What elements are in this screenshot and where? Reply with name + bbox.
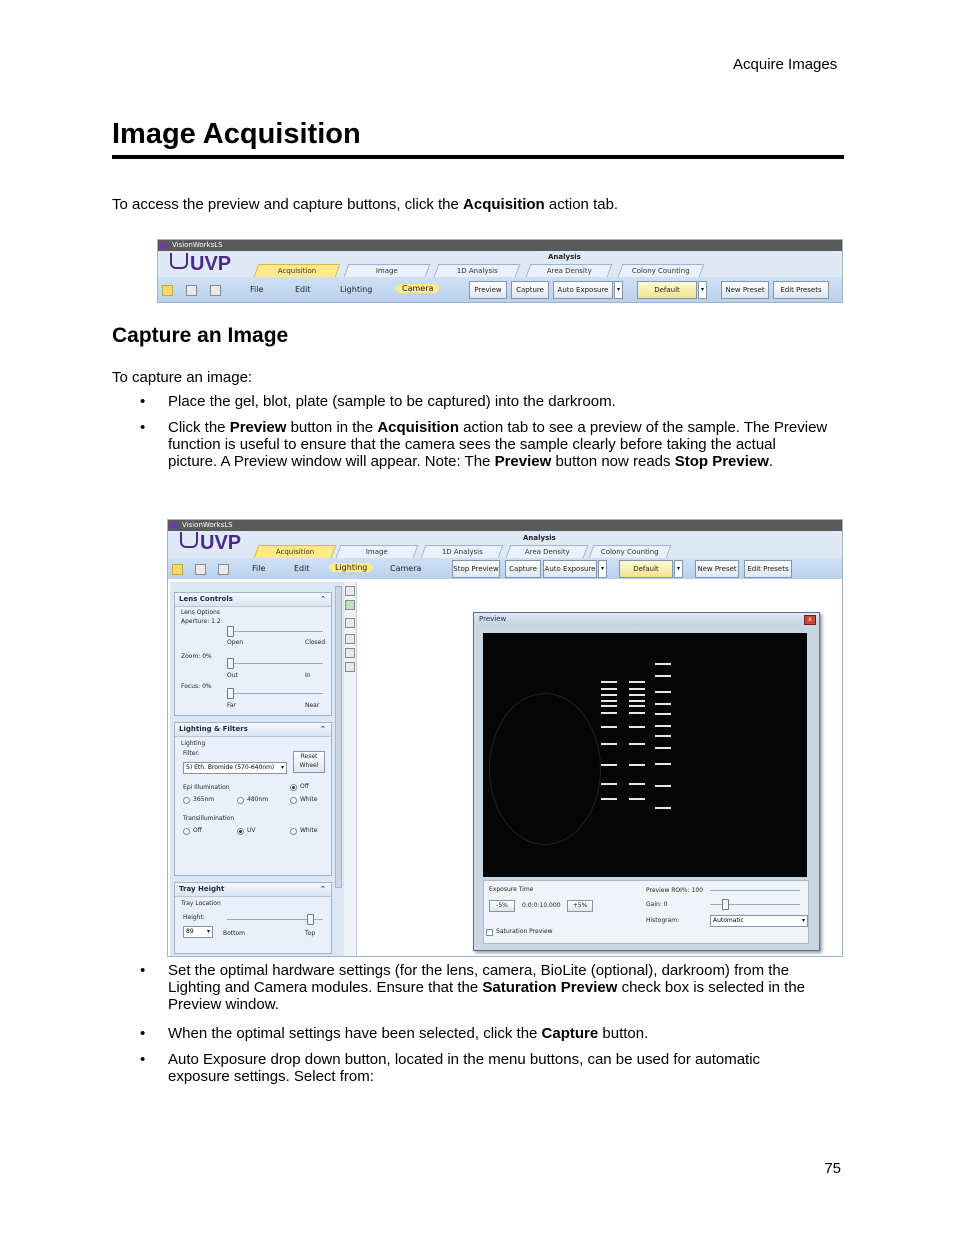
shield-icon <box>170 253 188 269</box>
uvp-logo <box>180 532 241 555</box>
ribbon-screenshot <box>157 239 843 303</box>
page-title: Image Acquisition <box>112 118 361 150</box>
ribbon-menubar <box>168 558 842 579</box>
epi-365nm-radio[interactable] <box>183 797 190 804</box>
stop-preview-button[interactable]: Stop Preview <box>452 560 500 578</box>
gel-band <box>601 764 617 766</box>
bullet-text: Click the <box>168 419 230 436</box>
tool-icon[interactable] <box>345 600 355 610</box>
height-stepper[interactable]: 89 ▾ <box>183 926 213 938</box>
filter-label: Filter: <box>183 750 200 757</box>
edit-presets-button[interactable]: Edit Presets <box>773 281 829 299</box>
gel-band <box>655 735 671 737</box>
gel-band <box>655 763 671 765</box>
new-preset-button[interactable]: New Preset <box>721 281 769 299</box>
tab-colony-counting[interactable] <box>618 264 705 277</box>
edit-presets-button[interactable]: Edit Presets <box>744 560 792 578</box>
save-icon[interactable] <box>186 285 197 296</box>
exposure-time-label: Exposure Time <box>489 886 534 893</box>
saturation-preview-checkbox[interactable] <box>486 929 493 936</box>
auto-exposure-button[interactable]: Auto Exposure <box>543 560 597 578</box>
app-titlebar <box>168 520 842 531</box>
epi-480nm-radio[interactable] <box>237 797 244 804</box>
bullet-text: button now reads <box>551 453 675 470</box>
auto-exposure-dropdown[interactable]: ▾ <box>598 560 607 578</box>
gel-band <box>629 783 645 785</box>
tray-height-header[interactable] <box>175 883 331 897</box>
bullet-text: When the optimal settings have been selected, click the <box>168 1025 542 1042</box>
lens-controls-header[interactable] <box>175 593 331 607</box>
bullet-text: . <box>768 453 774 470</box>
aperture-slider-track[interactable] <box>227 631 323 632</box>
lighting-filters-panel <box>174 722 332 876</box>
gel-band <box>601 783 617 785</box>
app-title: VisionWorksLS <box>182 521 233 529</box>
gel-band <box>601 688 617 690</box>
tab-label: Image <box>365 548 388 556</box>
open-folder-icon[interactable] <box>172 564 183 575</box>
running-header: Acquire Images <box>733 56 838 73</box>
preset-dropdown[interactable]: ▾ <box>674 560 683 578</box>
bullet-text: Place the gel, blot, plate (sample to be captured) into the darkroom. <box>168 393 616 410</box>
auto-exposure-button[interactable]: Auto Exposure <box>553 281 613 299</box>
tab-label: Area Density <box>546 267 592 275</box>
gel-band <box>655 785 671 787</box>
bold-stop-preview: Stop Preview <box>674 453 769 470</box>
section-heading: Capture an Image <box>112 324 289 347</box>
tab-colony-counting[interactable] <box>589 545 672 558</box>
trans-off-label: Off <box>193 827 202 834</box>
gel-band <box>655 713 671 715</box>
trans-uv-label: UV <box>247 827 256 834</box>
panel-scrollbar[interactable] <box>335 586 342 888</box>
app-icon <box>160 242 168 249</box>
panel-title: Lighting & Filters <box>179 725 248 733</box>
preview-window <box>473 612 820 951</box>
exposure-time-value: 0:0:0:10.000 <box>522 902 561 909</box>
title-rule <box>112 155 844 159</box>
open-label: Open <box>227 639 244 646</box>
bullet-dot: • <box>140 393 146 410</box>
gel-band <box>629 798 645 800</box>
lighting-label: Lighting <box>181 740 206 747</box>
tray-height-panel <box>174 882 332 954</box>
menu-camera[interactable]: Camera <box>396 284 439 293</box>
gain-slider-thumb[interactable] <box>722 899 729 910</box>
bullet-dot: • <box>140 1025 146 1042</box>
bullet-text: check box is selected in the Preview window. <box>168 979 806 1013</box>
bottom-label: Bottom <box>223 930 246 937</box>
panel-title: Lens Controls <box>179 595 233 603</box>
zoom-slider-track[interactable] <box>227 663 323 664</box>
height-label: Height: <box>183 914 205 921</box>
gel-band <box>601 726 617 728</box>
shield-icon <box>180 532 198 548</box>
bold-capture: Capture <box>541 1025 599 1042</box>
tool-icon[interactable] <box>345 634 355 644</box>
tab-image[interactable] <box>344 264 431 277</box>
out-label: Out <box>227 672 238 679</box>
bullet-text: action tab to see a preview of the sample. The Preview function is useful to ensure that the camera sees the sample clearly before taking the actual picture. A Preview window will appear. Note: The <box>168 419 828 470</box>
in-label: In <box>305 672 311 679</box>
saturation-preview-label: Saturation Preview <box>496 928 553 935</box>
gel-band <box>601 705 617 707</box>
gel-band <box>655 703 671 705</box>
bullet-5 <box>140 1051 808 1085</box>
bullet-text: button in the <box>286 419 378 436</box>
menu-edit[interactable]: Edit <box>294 564 310 573</box>
bullet-text: Set the optimal hardware settings (for the lens, camera, BioLite (optional), darkroom) from the Lighting and Camera modules. Ensure that the <box>168 962 790 996</box>
collapse-icon[interactable]: ⌃ <box>320 725 326 733</box>
lighting-filters-header[interactable] <box>175 723 331 737</box>
tab-acquisition[interactable] <box>254 545 337 558</box>
capture-intro: To capture an image: <box>112 369 253 386</box>
bullet-2 <box>140 419 828 470</box>
tab-area-density[interactable] <box>526 264 613 277</box>
gel-band <box>601 700 617 702</box>
close-icon[interactable]: x <box>804 615 816 625</box>
print-icon[interactable] <box>210 285 221 296</box>
preview-window-title: Preview <box>474 613 819 625</box>
epi-480nm-label: 480nm <box>247 796 269 803</box>
tab-label: 1D Analysis <box>456 267 498 275</box>
epi-off-label: Off <box>300 783 309 790</box>
gel-band <box>629 764 645 766</box>
transillumination-label: Transillumination <box>183 815 235 822</box>
gel-band <box>629 705 645 707</box>
tool-strip <box>344 582 357 956</box>
gel-band <box>629 712 645 714</box>
epi-off-radio[interactable] <box>290 784 297 791</box>
page-number: 75 <box>824 1160 841 1177</box>
tool-icon[interactable] <box>345 648 355 658</box>
tab-label: Area Density <box>524 548 570 556</box>
tab-1d-analysis[interactable] <box>421 545 504 558</box>
bullet-dot: • <box>140 1051 146 1068</box>
gel-band <box>629 726 645 728</box>
capture-button[interactable]: Capture <box>511 281 549 299</box>
epi-white-label: White <box>300 796 318 803</box>
capture-button[interactable]: Capture <box>505 560 541 578</box>
gel-preview-image <box>483 633 807 877</box>
bold-preview: Preview <box>229 419 287 436</box>
gel-band <box>629 688 645 690</box>
gain-label: Gain: 0 <box>646 901 668 908</box>
gel-band <box>655 675 671 677</box>
intro-bold: Acquisition <box>463 196 545 213</box>
app-titlebar <box>158 240 842 251</box>
gel-band <box>655 747 671 749</box>
app-title: VisionWorksLS <box>172 241 223 249</box>
preset-default-button[interactable]: Default <box>619 560 673 578</box>
preview-roi-label: Preview ROI%: 100 <box>646 887 704 894</box>
app-icon <box>170 522 178 529</box>
gel-band <box>601 712 617 714</box>
tab-label: Acquisition <box>277 267 316 275</box>
gel-artifact <box>489 693 601 845</box>
panel-title: Tray Height <box>179 885 225 893</box>
gel-band <box>655 663 671 665</box>
aperture-slider-thumb[interactable] <box>227 626 234 637</box>
filter-select[interactable]: 5) Eth. Bromide (570-640nm) ▾ <box>183 762 287 774</box>
epi-365nm-label: 365nm <box>193 796 215 803</box>
intro-text-end: action tab. <box>544 196 619 213</box>
tab-label: Image <box>375 267 398 275</box>
lens-options-label: Lens Options <box>181 609 220 616</box>
lens-controls-panel <box>174 592 332 716</box>
menu-lighting[interactable]: Lighting <box>329 563 373 572</box>
exposure-minus-button[interactable]: -5% <box>489 900 515 912</box>
trans-off-radio[interactable] <box>183 828 190 835</box>
tray-slider-thumb[interactable] <box>307 914 314 925</box>
tab-image[interactable] <box>336 545 419 558</box>
preset-dropdown[interactable]: ▾ <box>698 281 707 299</box>
zoom-slider-thumb[interactable] <box>227 658 234 669</box>
tab-label: Colony Counting <box>631 267 690 275</box>
collapse-icon[interactable]: ⌃ <box>320 885 326 893</box>
bold-preview: Preview <box>494 453 552 470</box>
menu-lighting[interactable]: Lighting <box>340 285 373 294</box>
epi-white-radio[interactable] <box>290 797 297 804</box>
gel-band <box>601 743 617 745</box>
gel-band <box>601 681 617 683</box>
tab-1d-analysis[interactable] <box>434 264 521 277</box>
tab-acquisition[interactable] <box>254 264 341 277</box>
epi-illumination-label: Epi Illumination <box>183 784 230 791</box>
bullet-text: Auto Exposure drop down button, located in the menu buttons, can be used for automatic exposure settings. Select from: <box>168 1051 761 1085</box>
tab-label: 1D Analysis <box>441 548 483 556</box>
gel-band <box>629 700 645 702</box>
collapse-icon[interactable]: ⌃ <box>320 595 326 603</box>
gel-band <box>629 743 645 745</box>
gel-band <box>655 691 671 693</box>
open-folder-icon[interactable] <box>162 285 173 296</box>
aperture-label: Aperture: 1.2 <box>181 618 221 625</box>
trans-white-radio[interactable] <box>290 828 297 835</box>
gel-band <box>601 798 617 800</box>
logo-text: UVP <box>200 532 242 554</box>
preset-default-button[interactable]: Default <box>637 281 697 299</box>
trans-white-label: White <box>300 827 318 834</box>
exposure-plus-button[interactable]: +5% <box>567 900 593 912</box>
new-preset-button[interactable]: New Preset <box>695 560 739 578</box>
analysis-group-label: Analysis <box>523 534 556 542</box>
menu-file[interactable]: File <box>252 564 266 573</box>
trans-uv-radio[interactable] <box>237 828 244 835</box>
tool-icon[interactable] <box>345 618 355 628</box>
histogram-select[interactable]: Automatic ▾ <box>710 915 808 927</box>
bullet-text: button. <box>598 1025 649 1042</box>
preview-controls <box>483 880 809 944</box>
left-panel <box>170 582 344 956</box>
bullet-1 <box>140 393 848 410</box>
far-label: Far <box>227 702 237 709</box>
menu-file[interactable]: File <box>250 285 264 294</box>
focus-slider-track[interactable] <box>227 693 323 694</box>
save-icon[interactable] <box>195 564 206 575</box>
gel-band <box>629 681 645 683</box>
preview-screenshot <box>167 519 843 957</box>
reset-wheel-button[interactable]: Reset Wheel <box>293 751 325 773</box>
analysis-group-label: Analysis <box>548 253 581 261</box>
gel-band <box>655 725 671 727</box>
roi-slider-track[interactable] <box>710 890 800 891</box>
near-label: Near <box>305 702 320 709</box>
bold-acquisition: Acquisition <box>377 419 459 436</box>
closed-label: Closed <box>305 639 326 646</box>
intro-text: To access the preview and capture buttons, click the <box>112 196 464 213</box>
tab-area-density[interactable] <box>506 545 589 558</box>
auto-exposure-dropdown[interactable]: ▾ <box>614 281 623 299</box>
focus-label: Focus: 0% <box>181 683 212 690</box>
tab-label: Colony Counting <box>600 548 659 556</box>
bold-saturation-preview: Saturation Preview <box>482 979 618 996</box>
bullet-dot: • <box>140 419 146 436</box>
menu-camera[interactable]: Camera <box>390 564 422 573</box>
bullet-4 <box>140 1025 848 1042</box>
tray-location-label: Tray Location <box>181 900 221 907</box>
ribbon-menubar <box>158 277 842 302</box>
bullet-dot: • <box>140 962 146 979</box>
print-icon[interactable] <box>218 564 229 575</box>
tab-label: Acquisition <box>275 548 314 556</box>
gel-band <box>601 694 617 696</box>
tool-icon[interactable] <box>345 662 355 672</box>
gel-band <box>629 694 645 696</box>
zoom-label: Zoom: 0% <box>181 653 212 660</box>
focus-slider-thumb[interactable] <box>227 688 234 699</box>
logo-text: UVP <box>190 253 232 275</box>
intro-paragraph <box>112 196 618 213</box>
top-label: Top <box>305 930 316 937</box>
gel-band <box>655 807 671 809</box>
tool-icon[interactable] <box>345 586 355 596</box>
histogram-label: Histogram: <box>646 917 680 924</box>
menu-edit[interactable]: Edit <box>295 285 311 294</box>
bullet-3 <box>140 962 838 1013</box>
preview-button[interactable]: Preview <box>469 281 507 299</box>
uvp-logo <box>170 253 231 276</box>
